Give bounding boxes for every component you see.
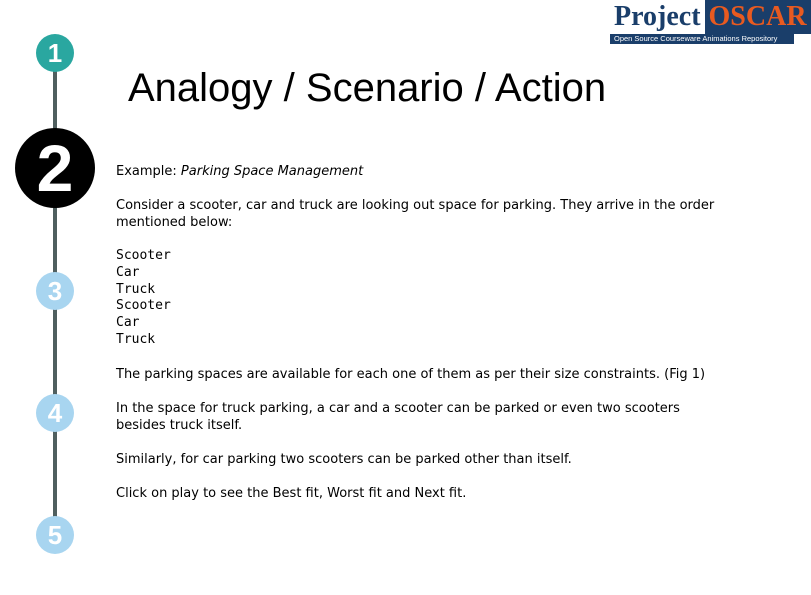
step-3-label: 3 bbox=[47, 275, 63, 306]
list-item: Scooter bbox=[116, 298, 171, 314]
step-1-label: 1 bbox=[47, 37, 63, 68]
list-item: Car bbox=[116, 264, 140, 280]
example-title: Parking Space Management bbox=[180, 164, 364, 179]
car-paragraph: Similarly, for car parking two scooters can be parked other than itself. bbox=[116, 451, 572, 467]
slide-content bbox=[116, 163, 716, 519]
step-5-label: 5 bbox=[47, 519, 63, 550]
truck-paragraph: In the space for truck parking, a car and a scooter can be parked or even two scooters besides truck itself. bbox=[116, 400, 680, 433]
intro-paragraph: Consider a scooter, car and truck are looking out space for parking. They arrive in the order mentioned below: bbox=[116, 198, 715, 230]
step-5-button[interactable] bbox=[36, 516, 74, 554]
spaces-paragraph: The parking spaces are available for each one of them as per their size constraints. (Fig 1) bbox=[116, 366, 706, 382]
step-4-button[interactable] bbox=[36, 394, 74, 432]
logo-project-text: Project bbox=[614, 1, 701, 32]
step-2-button[interactable] bbox=[15, 128, 95, 208]
logo-tagline: Open Source Courseware Animations Repository bbox=[610, 34, 794, 44]
logo-oscar-text: OSCAR bbox=[705, 0, 811, 34]
project-oscar-logo bbox=[610, 0, 807, 46]
step-3-button[interactable] bbox=[36, 272, 74, 310]
page-title: Analogy / Scenario / Action bbox=[128, 66, 607, 110]
play-instruction: Click on play to see the Best fit, Worst fit and Next fit. bbox=[116, 485, 467, 501]
step-2-label: 2 bbox=[36, 131, 74, 205]
example-label: Example: bbox=[116, 164, 177, 179]
step-1-button[interactable] bbox=[36, 34, 74, 72]
list-item: Scooter bbox=[116, 248, 171, 263]
arrival-order-list bbox=[116, 248, 716, 349]
list-item: Truck bbox=[116, 331, 156, 347]
list-item: Car bbox=[116, 315, 140, 331]
list-item: Truck bbox=[116, 281, 156, 297]
example-line bbox=[116, 163, 716, 180]
step-4-label: 4 bbox=[47, 397, 63, 428]
